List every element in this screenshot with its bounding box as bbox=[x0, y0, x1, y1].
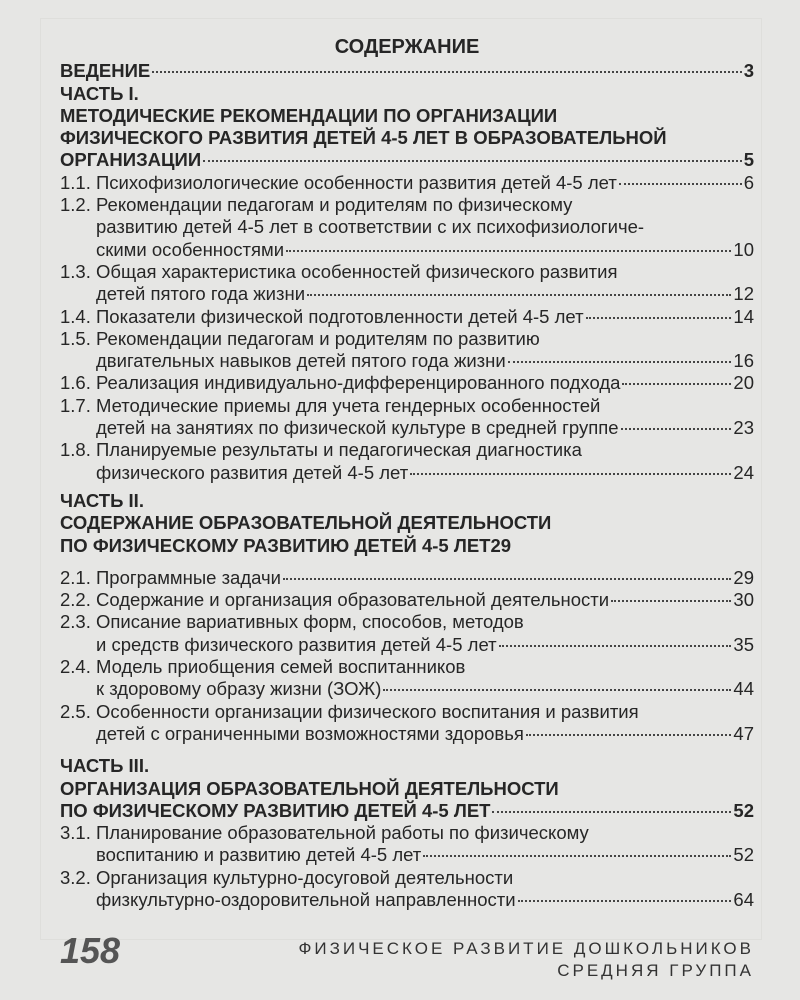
entry-line bbox=[60, 239, 754, 261]
entry-page: 16 bbox=[733, 350, 754, 372]
toc-entry[interactable] bbox=[60, 656, 754, 701]
part-title-block[interactable] bbox=[60, 105, 754, 172]
entry-line bbox=[60, 867, 754, 889]
entry-page: 23 bbox=[733, 417, 754, 439]
entry-line bbox=[60, 822, 754, 844]
entry-label: ВЕДЕНИЕ bbox=[60, 60, 151, 82]
entry-text: двигательных навыков детей пятого года жизни bbox=[96, 350, 506, 372]
part-3 bbox=[60, 755, 754, 911]
entry-line bbox=[60, 678, 754, 700]
entry-number: 1.8. bbox=[60, 439, 91, 461]
entry-text: детей на занятиях по физической культуре в средней группе bbox=[96, 417, 619, 439]
entry-page: 14 bbox=[733, 305, 754, 327]
toc-entry[interactable] bbox=[60, 867, 754, 912]
entry-number: 1.6. bbox=[60, 372, 91, 394]
dot-leader bbox=[152, 71, 741, 73]
entry-line bbox=[60, 350, 754, 372]
book-subtitle: СРЕДНЯЯ ГРУППА bbox=[557, 961, 754, 980]
entry-page: 64 bbox=[733, 888, 754, 910]
entry-text: Планируемые результаты и педагогическая диагностика bbox=[96, 439, 582, 461]
part-title-line bbox=[60, 149, 754, 171]
entry-number: 2.5. bbox=[60, 700, 91, 722]
entry-page: 5 bbox=[743, 149, 754, 171]
entry-page: 10 bbox=[733, 238, 754, 260]
dot-leader bbox=[619, 183, 742, 185]
entry-line bbox=[60, 439, 754, 461]
dot-leader bbox=[499, 645, 732, 647]
dot-leader bbox=[622, 383, 731, 385]
part-title-line bbox=[60, 778, 754, 800]
dot-leader bbox=[410, 473, 731, 475]
part-title-line bbox=[60, 127, 754, 149]
toc-entry[interactable] bbox=[60, 589, 754, 611]
dot-leader bbox=[586, 317, 732, 319]
toc-entry[interactable] bbox=[60, 611, 754, 656]
entry-line bbox=[60, 656, 754, 678]
entry-text: Особенности организации физического воспитания и развития bbox=[96, 700, 639, 722]
entry-line bbox=[60, 328, 754, 350]
toc-entry[interactable] bbox=[60, 567, 754, 589]
dot-leader bbox=[307, 294, 731, 296]
entry-line bbox=[60, 844, 754, 866]
entry-text: развитию детей 4-5 лет в соответствии с их психофизиологиче- bbox=[96, 216, 645, 238]
toc-entry[interactable] bbox=[60, 172, 754, 194]
entry-text: Рекомендации педагогам и родителям по развитию bbox=[96, 327, 540, 349]
entry-number: 2.4. bbox=[60, 656, 91, 678]
entry-page: 3 bbox=[743, 60, 754, 82]
entry-number: 3.2. bbox=[60, 866, 91, 888]
entry-text: детей с ограниченными возможностями здоровья bbox=[96, 722, 524, 744]
entry-line bbox=[60, 172, 754, 194]
entry-text: Методические приемы для учета гендерных особенностей bbox=[96, 394, 601, 416]
entry-text: Организация культурно-досуговой деятельности bbox=[96, 866, 514, 888]
part-title-text: ФИЗИЧЕСКОГО РАЗВИТИЯ ДЕТЕЙ 4-5 ЛЕТ В ОБРАЗОВАТЕЛЬНОЙ bbox=[60, 127, 667, 149]
part-2 bbox=[60, 490, 754, 745]
dot-leader bbox=[383, 689, 731, 691]
entry-text: скими особенностями bbox=[96, 238, 285, 260]
page-number: 158 bbox=[60, 930, 121, 971]
toc-entry[interactable] bbox=[60, 372, 754, 394]
dot-leader bbox=[526, 734, 732, 736]
entry-page: 35 bbox=[733, 633, 754, 655]
entry-page: 30 bbox=[733, 589, 754, 611]
entry-line bbox=[60, 306, 754, 328]
part-title-text: ОРГАНИЗАЦИЯ ОБРАЗОВАТЕЛЬНОЙ ДЕЯТЕЛЬНОСТИ bbox=[60, 777, 559, 799]
entry-text: Планирование образовательной работы по физическому bbox=[96, 822, 589, 844]
entry-text: Описание вариативных форм, способов, методов bbox=[96, 611, 524, 633]
toc-entry[interactable] bbox=[60, 822, 754, 867]
part-title-line bbox=[60, 535, 754, 557]
entry-line bbox=[60, 589, 754, 611]
toc-entry[interactable] bbox=[60, 194, 754, 261]
toc-entry[interactable] bbox=[60, 261, 754, 306]
entry-page: 52 bbox=[733, 799, 754, 821]
dot-leader bbox=[203, 160, 742, 162]
dot-leader bbox=[492, 811, 731, 813]
entry-number: 3.1. bbox=[60, 822, 91, 844]
dot-leader bbox=[621, 428, 732, 430]
entry-page: 52 bbox=[733, 844, 754, 866]
part-title-text: МЕТОДИЧЕСКИЕ РЕКОМЕНДАЦИИ ПО ОРГАНИЗАЦИИ bbox=[60, 104, 558, 126]
entry-line bbox=[60, 283, 754, 305]
book-title: ФИЗИЧЕСКОЕ РАЗВИТИЕ ДОШКОЛЬНИКОВ bbox=[298, 939, 754, 958]
entry-page: 29 bbox=[733, 566, 754, 588]
entry-text: Показатели физической подготовленности детей 4-5 лет bbox=[96, 305, 584, 327]
entry-number: 1.3. bbox=[60, 260, 91, 282]
entry-text: Рекомендации педагогам и родителям по физическому bbox=[96, 194, 573, 216]
entry-number: 2.1. bbox=[60, 566, 91, 588]
part-title-text: ПО ФИЗИЧЕСКОМУ РАЗВИТИЮ ДЕТЕЙ 4-5 ЛЕТ29 bbox=[60, 534, 512, 556]
entry-number: 1.2. bbox=[60, 194, 91, 216]
toc-entry-intro[interactable] bbox=[60, 60, 754, 82]
entry-line bbox=[60, 261, 754, 283]
entry-line bbox=[60, 462, 754, 484]
part-title-block[interactable] bbox=[60, 512, 754, 557]
part-title-text: ПО ФИЗИЧЕСКОМУ РАЗВИТИЮ ДЕТЕЙ 4-5 ЛЕТ bbox=[60, 799, 491, 821]
table-of-contents bbox=[60, 36, 754, 911]
entry-line bbox=[60, 194, 754, 216]
entry-line bbox=[60, 889, 754, 911]
toc-entry[interactable] bbox=[60, 306, 754, 328]
part-title-line bbox=[60, 800, 754, 822]
entry-text: детей пятого года жизни bbox=[96, 283, 306, 305]
part-heading: ЧАСТЬ II. bbox=[60, 489, 144, 511]
entry-page: 6 bbox=[743, 171, 754, 193]
running-title bbox=[298, 938, 754, 982]
entry-line bbox=[60, 611, 754, 633]
part-title-text: ОРГАНИЗАЦИИ bbox=[60, 149, 202, 171]
entry-number: 1.1. bbox=[60, 171, 91, 193]
part-heading: ЧАСТЬ III. bbox=[60, 755, 150, 777]
entry-line bbox=[60, 417, 754, 439]
dot-leader bbox=[508, 361, 732, 363]
entry-text: Содержание и организация образовательной деятельности bbox=[96, 589, 610, 611]
entry-number: 2.3. bbox=[60, 611, 91, 633]
part-title-line bbox=[60, 512, 754, 534]
entry-page: 47 bbox=[733, 722, 754, 744]
entry-line bbox=[60, 701, 754, 723]
entry-page: 20 bbox=[733, 372, 754, 394]
entry-text: физкультурно-оздоровительной направленности bbox=[96, 888, 516, 910]
entry-line bbox=[60, 372, 754, 394]
entry-page: 12 bbox=[733, 283, 754, 305]
part-title-text: СОДЕРЖАНИЕ ОБРАЗОВАТЕЛЬНОЙ ДЕЯТЕЛЬНОСТИ bbox=[60, 512, 552, 534]
entry-text: воспитанию и развитию детей 4-5 лет bbox=[96, 844, 422, 866]
part-heading: ЧАСТЬ I. bbox=[60, 82, 139, 104]
entry-text: и средств физического развития детей 4-5 лет bbox=[96, 633, 497, 655]
part-title-block[interactable] bbox=[60, 778, 754, 823]
entry-text: к здоровому образу жизни (ЗОЖ) bbox=[96, 678, 382, 700]
entry-text: Модель приобщения семей воспитанников bbox=[96, 656, 466, 678]
entry-line bbox=[60, 634, 754, 656]
toc-entry[interactable] bbox=[60, 701, 754, 746]
toc-entry[interactable] bbox=[60, 439, 754, 484]
entry-text: физического развития детей 4-5 лет bbox=[96, 461, 409, 483]
dot-leader bbox=[286, 250, 731, 252]
dot-leader bbox=[423, 855, 731, 857]
part-title-line bbox=[60, 105, 754, 127]
dot-leader bbox=[518, 900, 732, 902]
toc-entry[interactable] bbox=[60, 395, 754, 440]
dot-leader bbox=[611, 600, 731, 602]
entry-number: 1.5. bbox=[60, 327, 91, 349]
entry-line bbox=[60, 567, 754, 589]
entry-line bbox=[60, 723, 754, 745]
entry-number: 1.4. bbox=[60, 305, 91, 327]
toc-entry[interactable] bbox=[60, 328, 754, 373]
entry-number: 1.7. bbox=[60, 394, 91, 416]
toc-title: СОДЕРЖАНИЕ bbox=[334, 36, 480, 58]
entry-line bbox=[60, 216, 754, 238]
entry-text: Реализация индивидуально-дифференцированного подхода bbox=[96, 372, 621, 394]
entry-number: 2.2. bbox=[60, 589, 91, 611]
entry-text: Психофизиологические особенности развития детей 4-5 лет bbox=[96, 171, 617, 193]
part-1 bbox=[60, 83, 754, 484]
entry-text: Программные задачи bbox=[96, 566, 281, 588]
entry-text: Общая характеристика особенностей физического развития bbox=[96, 260, 618, 282]
entry-page: 44 bbox=[733, 678, 754, 700]
entry-line bbox=[60, 395, 754, 417]
dot-leader bbox=[283, 578, 731, 580]
entry-page: 24 bbox=[733, 461, 754, 483]
